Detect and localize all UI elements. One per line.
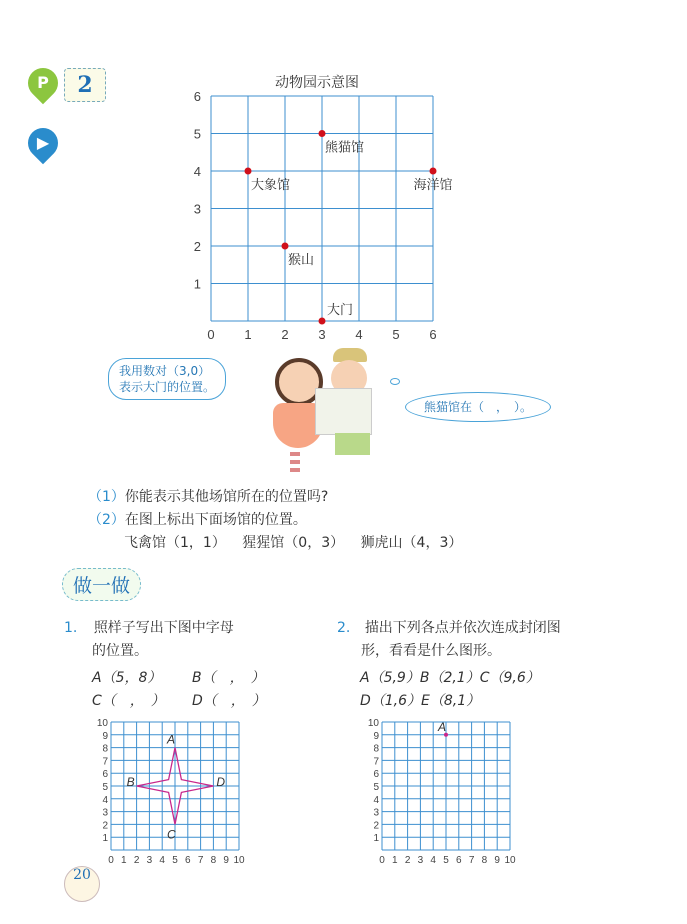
speech-bubble-girl — [108, 358, 226, 400]
venue-coordinate: 猩猩馆（0，3） — [242, 535, 345, 551]
exercise2-grid[interactable] — [361, 712, 531, 867]
x-tick-label: 4 — [159, 855, 165, 866]
y-tick-label: 8 — [373, 743, 379, 755]
y-tick-label: 6 — [373, 769, 379, 781]
venue-coordinate: 狮虎山（4，3） — [360, 535, 463, 551]
answer-C[interactable]: C（ ， ） — [92, 693, 165, 709]
y-tick-label: 1 — [193, 276, 201, 292]
children-illustration — [265, 348, 385, 478]
bubble-text-line: 表示大门的位置。 — [119, 380, 216, 394]
x-tick-label: 3 — [146, 855, 153, 866]
answer-A: A（5，8） — [92, 670, 162, 686]
location-dot — [282, 243, 289, 250]
x-tick-label: 5 — [443, 855, 449, 866]
y-tick-label: 6 — [102, 769, 108, 781]
video-pin-icon[interactable]: ▶ — [22, 122, 64, 164]
location-dot — [319, 130, 326, 137]
y-tick-label: 1 — [373, 833, 379, 845]
x-tick-label: 5 — [392, 327, 400, 342]
x-tick-label: 2 — [281, 327, 289, 342]
location-label: 猴山 — [288, 252, 315, 267]
y-tick-label: 5 — [102, 782, 108, 793]
bubble-text-line: 我用数对（3,0） — [119, 364, 211, 378]
practice-pin-icon: P — [22, 62, 64, 104]
x-tick-label: 8 — [210, 855, 217, 866]
y-tick-label: 3 — [373, 807, 379, 819]
location-dot — [245, 168, 252, 175]
x-tick-label: 7 — [468, 855, 475, 866]
y-tick-label: 9 — [373, 730, 379, 742]
y-tick-label: 7 — [102, 756, 108, 768]
thought-dot — [390, 378, 400, 385]
y-tick-label: 4 — [102, 794, 108, 806]
x-tick-label: 4 — [355, 327, 363, 342]
y-tick-label: 2 — [373, 820, 379, 832]
x-tick-label: 2 — [133, 855, 140, 866]
x-tick-label: 9 — [223, 855, 229, 866]
y-tick-label: 7 — [373, 756, 379, 768]
x-tick-label: 6 — [429, 327, 437, 342]
question-number: （1） — [88, 489, 125, 505]
location-dot — [430, 168, 437, 175]
x-tick-label: 7 — [197, 855, 204, 866]
x-tick-label: 1 — [121, 855, 127, 866]
x-tick-label: 3 — [417, 855, 424, 866]
question-number: （2） — [88, 512, 125, 528]
point-label-A: A — [438, 719, 447, 734]
point-label-D: D — [216, 775, 226, 789]
question-text: 你能表示其他场馆所在的位置吗? — [124, 489, 329, 505]
x-tick-label: 1 — [392, 855, 398, 866]
exercise-text: 形，看看是什么图形。 — [361, 643, 501, 659]
x-tick-label: 9 — [494, 855, 500, 866]
y-tick-label: 10 — [96, 718, 108, 729]
x-tick-label: 0 — [379, 855, 385, 866]
y-tick-label: 3 — [193, 201, 201, 217]
y-tick-label: 5 — [373, 782, 379, 793]
section-title-badge: 做一做 — [62, 568, 141, 601]
exercise-number: 1. — [64, 620, 78, 636]
zoo-map-grid — [180, 85, 480, 345]
answer-D[interactable]: D（ ， ） — [192, 693, 266, 709]
y-tick-label: 9 — [102, 730, 108, 742]
x-tick-label: 4 — [430, 855, 436, 866]
x-tick-label: 3 — [318, 327, 326, 342]
y-tick-label: 4 — [373, 794, 379, 806]
page-number: 20 — [64, 866, 100, 902]
x-tick-label: 10 — [233, 855, 245, 866]
x-tick-label: 10 — [504, 855, 516, 866]
point-label-A: A — [167, 732, 176, 747]
y-tick-label: 5 — [193, 126, 201, 142]
y-tick-label: 1 — [102, 833, 108, 845]
zoo-map-title: 动物园示意图 — [275, 75, 359, 91]
exercise1-grid — [90, 712, 260, 867]
y-tick-label: 2 — [102, 820, 108, 832]
y-tick-label: 3 — [102, 807, 108, 819]
answer-B[interactable]: B（ ， ） — [192, 670, 265, 686]
location-label: 熊猫馆 — [325, 139, 365, 155]
location-label: 海洋馆 — [413, 177, 453, 192]
exercise-text: 的位置。 — [92, 643, 148, 659]
location-label: 大象馆 — [251, 177, 291, 192]
point-label-B: B — [126, 775, 135, 789]
x-tick-label: 8 — [481, 855, 488, 866]
x-tick-label: 5 — [172, 855, 178, 866]
point-list: A（5,9）B（2,1）C（9,6） — [360, 670, 540, 686]
question-text: 在图上标出下面场馆的位置。 — [124, 512, 307, 528]
location-dot — [319, 318, 326, 325]
lesson-number-badge: 2 — [64, 68, 106, 102]
x-tick-label: 2 — [404, 855, 411, 866]
thought-bubble-boy: 熊猫馆在（ ， ）。 — [405, 392, 551, 422]
x-tick-label: 0 — [207, 327, 215, 342]
point-list: D（1,6）E（8,1） — [360, 693, 481, 709]
location-label: 大门 — [327, 302, 354, 317]
x-tick-label: 6 — [456, 855, 462, 866]
y-tick-label: 8 — [102, 743, 108, 755]
x-tick-label: 1 — [244, 327, 252, 342]
exercise-text: 照样子写出下图中字母 — [93, 620, 234, 636]
y-tick-label: 6 — [193, 89, 201, 104]
venue-coordinate: 飞禽馆（1，1） — [124, 535, 226, 551]
y-tick-label: 10 — [367, 718, 379, 729]
x-tick-label: 6 — [185, 855, 191, 866]
exercise-text: 描出下列各点并依次连成封闭图 — [364, 620, 561, 636]
exercise-number: 2. — [337, 620, 351, 636]
y-tick-label: 2 — [193, 239, 201, 254]
x-tick-label: 0 — [108, 855, 114, 866]
point-label-C: C — [167, 827, 176, 842]
y-tick-label: 4 — [193, 164, 201, 179]
